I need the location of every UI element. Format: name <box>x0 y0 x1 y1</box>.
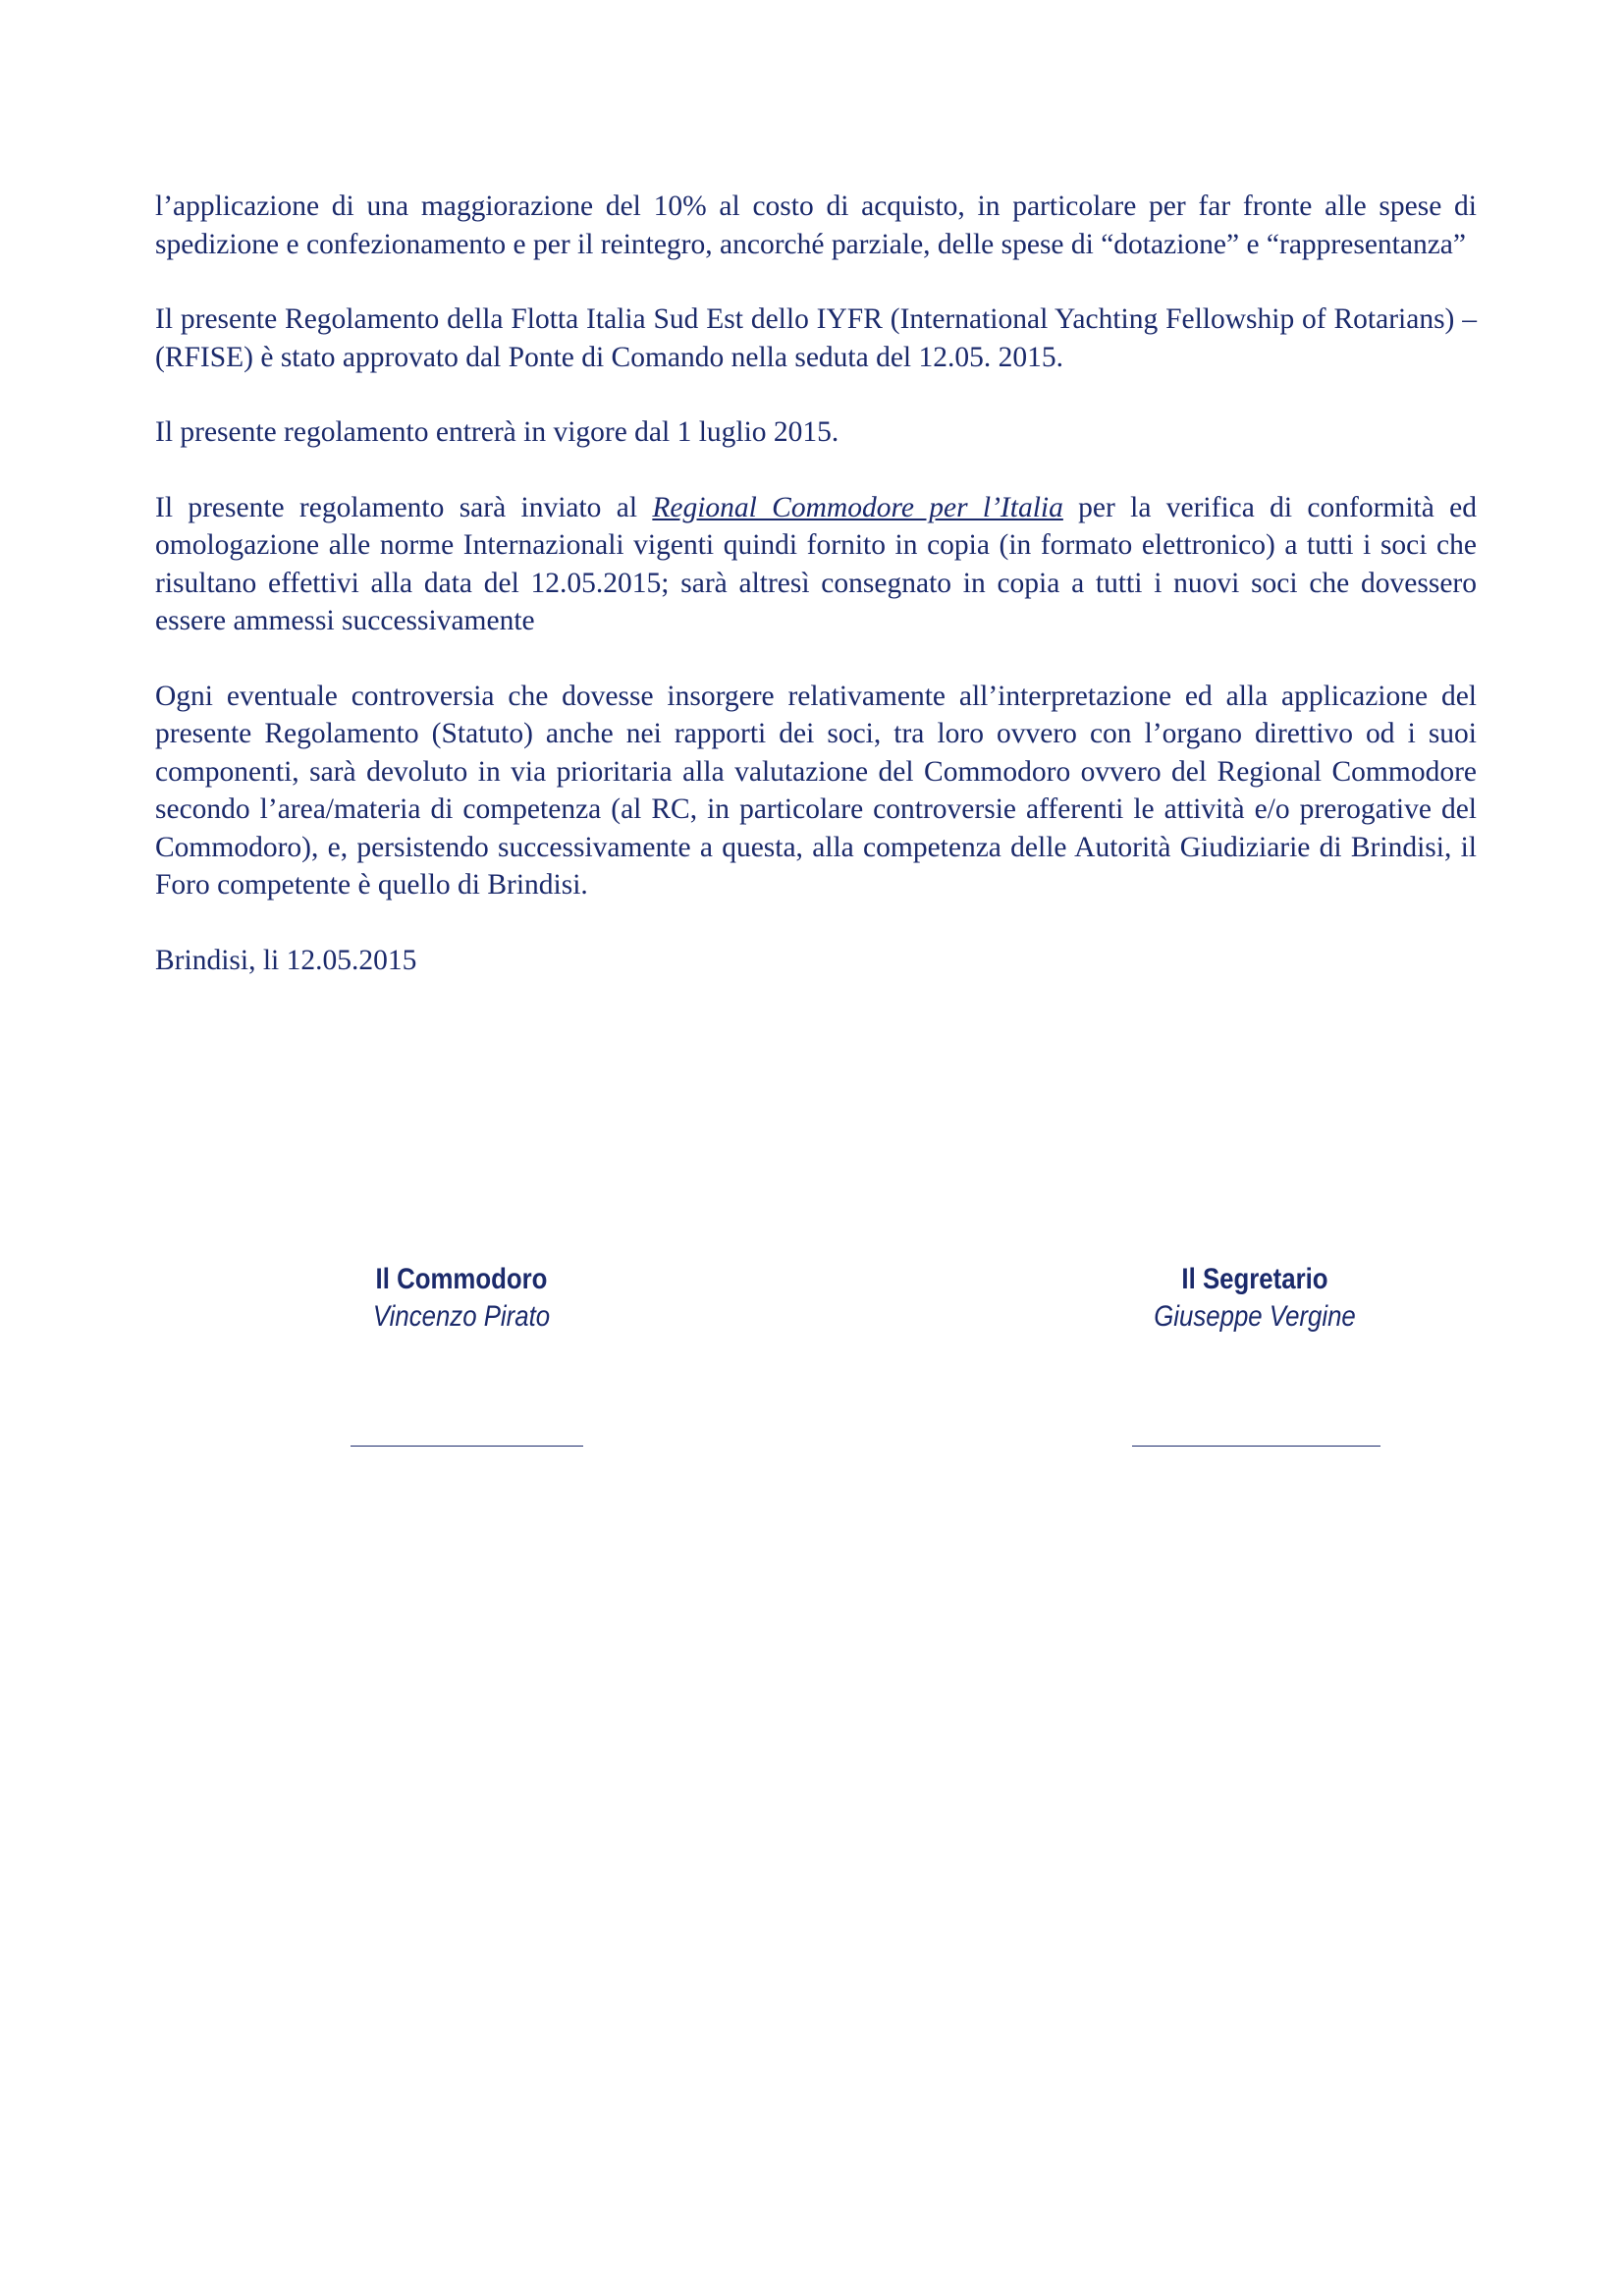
regional-commodore-link[interactable]: Regional Commodore per l’Italia <box>652 491 1063 523</box>
place-date: Brindisi, li 12.05.2015 <box>155 944 417 976</box>
signature-line-commodoro <box>351 1446 583 1447</box>
paragraph-distribution <box>155 489 1477 640</box>
document-body <box>155 188 1477 1016</box>
signature-block-segretario <box>1108 1261 1402 1336</box>
paragraph-effective-date: Il presente regolamento entrerà in vigore dal 1 luglio 2015. <box>155 416 839 448</box>
signature-title-segretario: Il Segretario <box>1181 1263 1328 1295</box>
signature-title-commodoro: Il Commodoro <box>375 1263 548 1295</box>
signature-line-segretario <box>1132 1446 1380 1447</box>
paragraph-disputes: Ogni eventuale controversia che dovesse insorgere relativamente all’interpretazione ed alla applicazione del presente Regolamento (Statuto) anche nei rapporti dei soci, tra loro ovvero con l’organo direttivo od i suoi componenti, sarà devoluto in via prioritaria alla valutazione del Commodoro ovvero del Regional Commodore secondo l’area/materia di competenza (al RC, in particolare controversie afferenti le attività e/o prerogative del Commodoro), e, persistendo successivamente a questa, alla competenza delle Autorità Giudiziarie di Brindisi, il Foro competente è quello di Brindisi. <box>155 680 1477 901</box>
paragraph-approval: Il presente Regolamento della Flotta Italia Sud Est dello IYFR (International Yachting Fellowship of Rotarians) – (RFISE) è stato approvato dal Ponte di Comando nella seduta del 12.05. 2015. <box>155 303 1477 373</box>
signature-name-segretario: Giuseppe Vergine <box>1154 1300 1356 1333</box>
signature-block-commodoro <box>324 1261 599 1336</box>
signature-name-commodoro: Vincenzo Pirato <box>372 1300 551 1333</box>
paragraph-distribution-tail: per la verifica di conformità ed omologazione alle norme Internazionali vigenti quindi fornito in copia (in formato elettronico) a tutti i soci che risultano effettivi alla data del 12.05.2015; sarà altresì consegnato in copia a tutti i nuovi soci che dovessero essere ammessi successivamente <box>155 491 1477 636</box>
paragraph-distribution-lead: Il presente regolamento sarà inviato al <box>155 491 653 523</box>
paragraph-surcharge: l’applicazione di una maggiorazione del 10% al costo di acquisto, in particolare per far fronte alle spese di spedizione e confezionamento e per il reintegro, ancorché parziale, delle spese di “dotazione” e “rappresentanza” <box>155 191 1477 260</box>
